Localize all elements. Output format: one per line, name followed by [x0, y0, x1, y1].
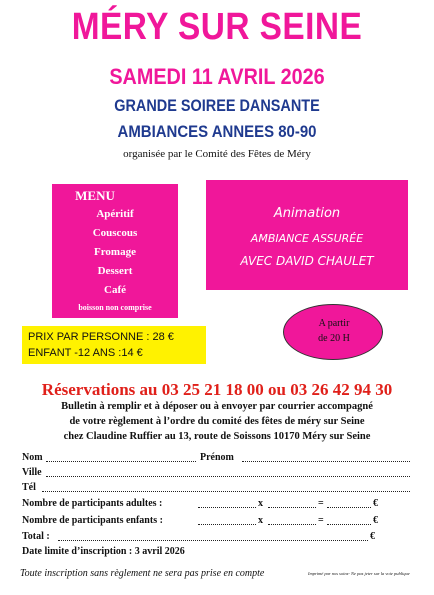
menu-item: Café	[104, 284, 126, 296]
nom-field[interactable]	[46, 461, 196, 462]
registration-form	[22, 452, 412, 566]
animation-performer: AVEC DAVID CHAULET	[240, 254, 374, 268]
total-field[interactable]	[58, 540, 368, 541]
event-theme: AMBIANCES ANNEES 80-90	[117, 122, 317, 141]
menu-item: Apéritif	[96, 208, 134, 220]
ville-field[interactable]	[46, 476, 410, 477]
tel-field[interactable]	[42, 491, 410, 492]
form-row-tel	[22, 482, 412, 495]
menu-note: boisson non comprise	[78, 303, 152, 312]
animation-box	[206, 180, 408, 290]
times-sign: x	[258, 515, 263, 526]
adult-price: PRIX PAR PERSONNE : 28 €	[28, 331, 174, 343]
animation-heading: Animation	[273, 206, 341, 221]
animation-line: AMBIANCE ASSURÉE	[250, 232, 364, 245]
reservation-instructions: Bulletin à remplir et à déposer ou à envoyer par courrier accompagné	[61, 401, 373, 412]
form-row-children	[22, 515, 412, 528]
children-count-field[interactable]	[198, 524, 256, 525]
adults-label: Nombre de participants adultes :	[22, 498, 163, 509]
currency-sign: €	[373, 498, 378, 509]
start-time-value: de 20 H	[318, 333, 350, 344]
menu-item: Fromage	[94, 246, 136, 258]
price-box	[22, 326, 206, 364]
form-row-deadline	[22, 546, 412, 559]
reservation-instructions: de votre règlement à l’ordre du comité des fêtes de méry sur Seine	[69, 416, 365, 427]
footer-notice: Toute inscription sans règlement ne sera pas prise en compte	[20, 568, 265, 579]
adults-total-field[interactable]	[327, 507, 371, 508]
children-label: Nombre de participants enfants :	[22, 515, 163, 526]
tel-label: Tél	[22, 482, 36, 493]
reservation-address: chez Claudine Ruffier au 13, route de Soissons 10170 Méry sur Seine	[63, 431, 371, 442]
currency-sign: €	[373, 515, 378, 526]
event-name: GRANDE SOIREE DANSANTE	[114, 96, 320, 115]
form-row-total	[22, 531, 412, 544]
equals-sign: =	[318, 515, 324, 526]
equals-sign: =	[318, 498, 324, 509]
reservation-title: Réservations au 03 25 21 18 00 ou 03 26 42 94 30	[41, 380, 393, 399]
nom-label: Nom	[22, 452, 43, 463]
menu-item: Couscous	[92, 227, 138, 239]
children-total-field[interactable]	[327, 524, 371, 525]
event-date: SAMEDI 11 AVRIL 2026	[109, 64, 325, 89]
start-time-line: A partir	[318, 318, 350, 329]
prenom-field[interactable]	[242, 461, 410, 462]
menu-item: Dessert	[97, 265, 133, 277]
menu-box	[52, 184, 178, 318]
prenom-label: Prénom	[200, 452, 234, 463]
currency-sign: €	[370, 531, 375, 542]
menu-heading: MENU	[75, 188, 115, 203]
start-time-badge	[283, 304, 383, 360]
organizer-line: organisée par le Comité des Fêtes de Méry	[123, 148, 311, 160]
adults-count-field[interactable]	[198, 507, 256, 508]
times-sign: x	[258, 498, 263, 509]
adults-price-field[interactable]	[268, 507, 316, 508]
children-price-field[interactable]	[268, 524, 316, 525]
ville-label: Ville	[22, 467, 42, 478]
form-row-adults	[22, 498, 412, 511]
total-label: Total :	[22, 531, 50, 542]
footer-small-print: Imprimé par nos soins- Ne pas jeter sur la voie publique	[308, 571, 410, 576]
form-row-ville	[22, 467, 412, 480]
child-price: ENFANT -12 ANS :14 €	[28, 347, 143, 359]
form-row-nom	[22, 452, 412, 465]
event-title: MÉRY SUR SEINE	[71, 6, 363, 48]
deadline-text: Date limite d’inscription : 3 avril 2026	[22, 546, 185, 557]
